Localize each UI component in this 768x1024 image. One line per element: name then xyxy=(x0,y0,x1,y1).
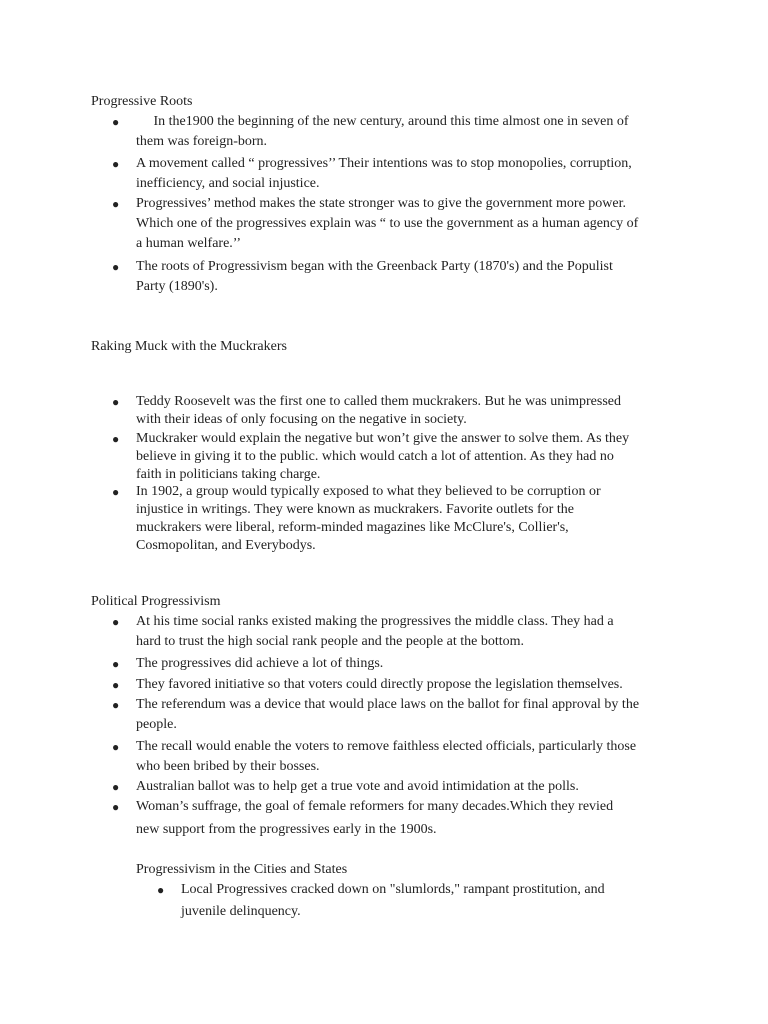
list-item: ● Progressives’ method makes the state stronger was to give the government more power. Which one of the progressives explain was “ to use the government as a human agency of a human welfare.’’ xyxy=(112,196,639,251)
list-item: ● Muckraker would explain the negative but won’t give the answer to solve them. As they believe in giving it to the public. which would catch a lot of attention. As they had no faith in politicians taking charge. xyxy=(112,431,630,482)
bullet-icon: ● xyxy=(112,780,120,794)
list-item: ● In 1902, a group would typically exposed to what they believed to be corruption or injustice in writings. They were known as muckrakers. Favorite outlets for the muckrakers were liberal, reform-minded magazines like McClure's, Collier's, Cosmopolitan, and Everybodys. xyxy=(112,484,601,553)
list-item: ● The roots of Progressivism began with the Greenback Party (1870's) and the Populist Party (1890's). xyxy=(112,259,613,294)
list-item: ● The progressives did achieve a lot of things. xyxy=(136,654,696,674)
list-item: ● A movement called “ progressives’’ Their intentions was to stop monopolies, corruption, inefficiency, and social injustice. xyxy=(112,156,632,191)
list-item: ● At his time social ranks existed making the progressives the middle class. They had a hard to trust the high social rank people and the people at the bottom. xyxy=(112,614,614,649)
list-item: ● Woman’s suffrage, the goal of female reformers for many decades.Which they revied new support from the progressives early in the 1900s. xyxy=(112,799,614,837)
list-item: ● In the1900 the beginning of the new century, around this time almost one in seven of them was foreign-born. xyxy=(112,114,629,149)
section-heading-cities-and-states: Progressivism in the Cities and States xyxy=(136,862,348,877)
list-item: ● Teddy Roosevelt was the first one to called them muckrakers. But he was unimpressed with their ideas of only focusing on the negative in society. xyxy=(112,394,622,427)
bullet-icon: ● xyxy=(157,883,165,897)
list-item: ● The referendum was a device that would place laws on the ballot for final approval by the people. xyxy=(112,697,640,732)
bullet-icon: ● xyxy=(112,115,120,129)
list-item: ● The recall would enable the voters to remove faithless elected officials, particularly those who been bribed by their bosses. xyxy=(112,739,637,774)
bullet-icon: ● xyxy=(112,260,120,274)
list-item: ● They favored initiative so that voters could directly propose the legislation themselves. xyxy=(136,675,696,695)
bullet-icon: ● xyxy=(112,157,120,171)
bullet-icon: ● xyxy=(112,197,120,211)
bullet-icon: ● xyxy=(112,800,120,814)
bullet-icon: ● xyxy=(112,698,120,712)
list-item: ● Local Progressives cracked down on "slumlords," rampant prostitution, and juvenile delinquency. xyxy=(157,882,605,919)
bullet-icon: ● xyxy=(112,432,120,446)
list-item: ● Australian ballot was to help get a true vote and avoid intimidation at the polls. xyxy=(136,777,696,797)
bullet-icon: ● xyxy=(112,657,120,671)
bullet-icon: ● xyxy=(112,740,120,754)
section-heading-muckrakers: Raking Muck with the Muckrakers xyxy=(91,339,287,354)
section-heading-political-progressivism: Political Progressivism xyxy=(91,594,221,609)
bullet-icon: ● xyxy=(112,615,120,629)
bullet-icon: ● xyxy=(112,485,120,499)
bullet-icon: ● xyxy=(112,678,120,692)
bullet-icon: ● xyxy=(112,395,120,409)
section-heading-progressive-roots: Progressive Roots xyxy=(91,94,193,109)
